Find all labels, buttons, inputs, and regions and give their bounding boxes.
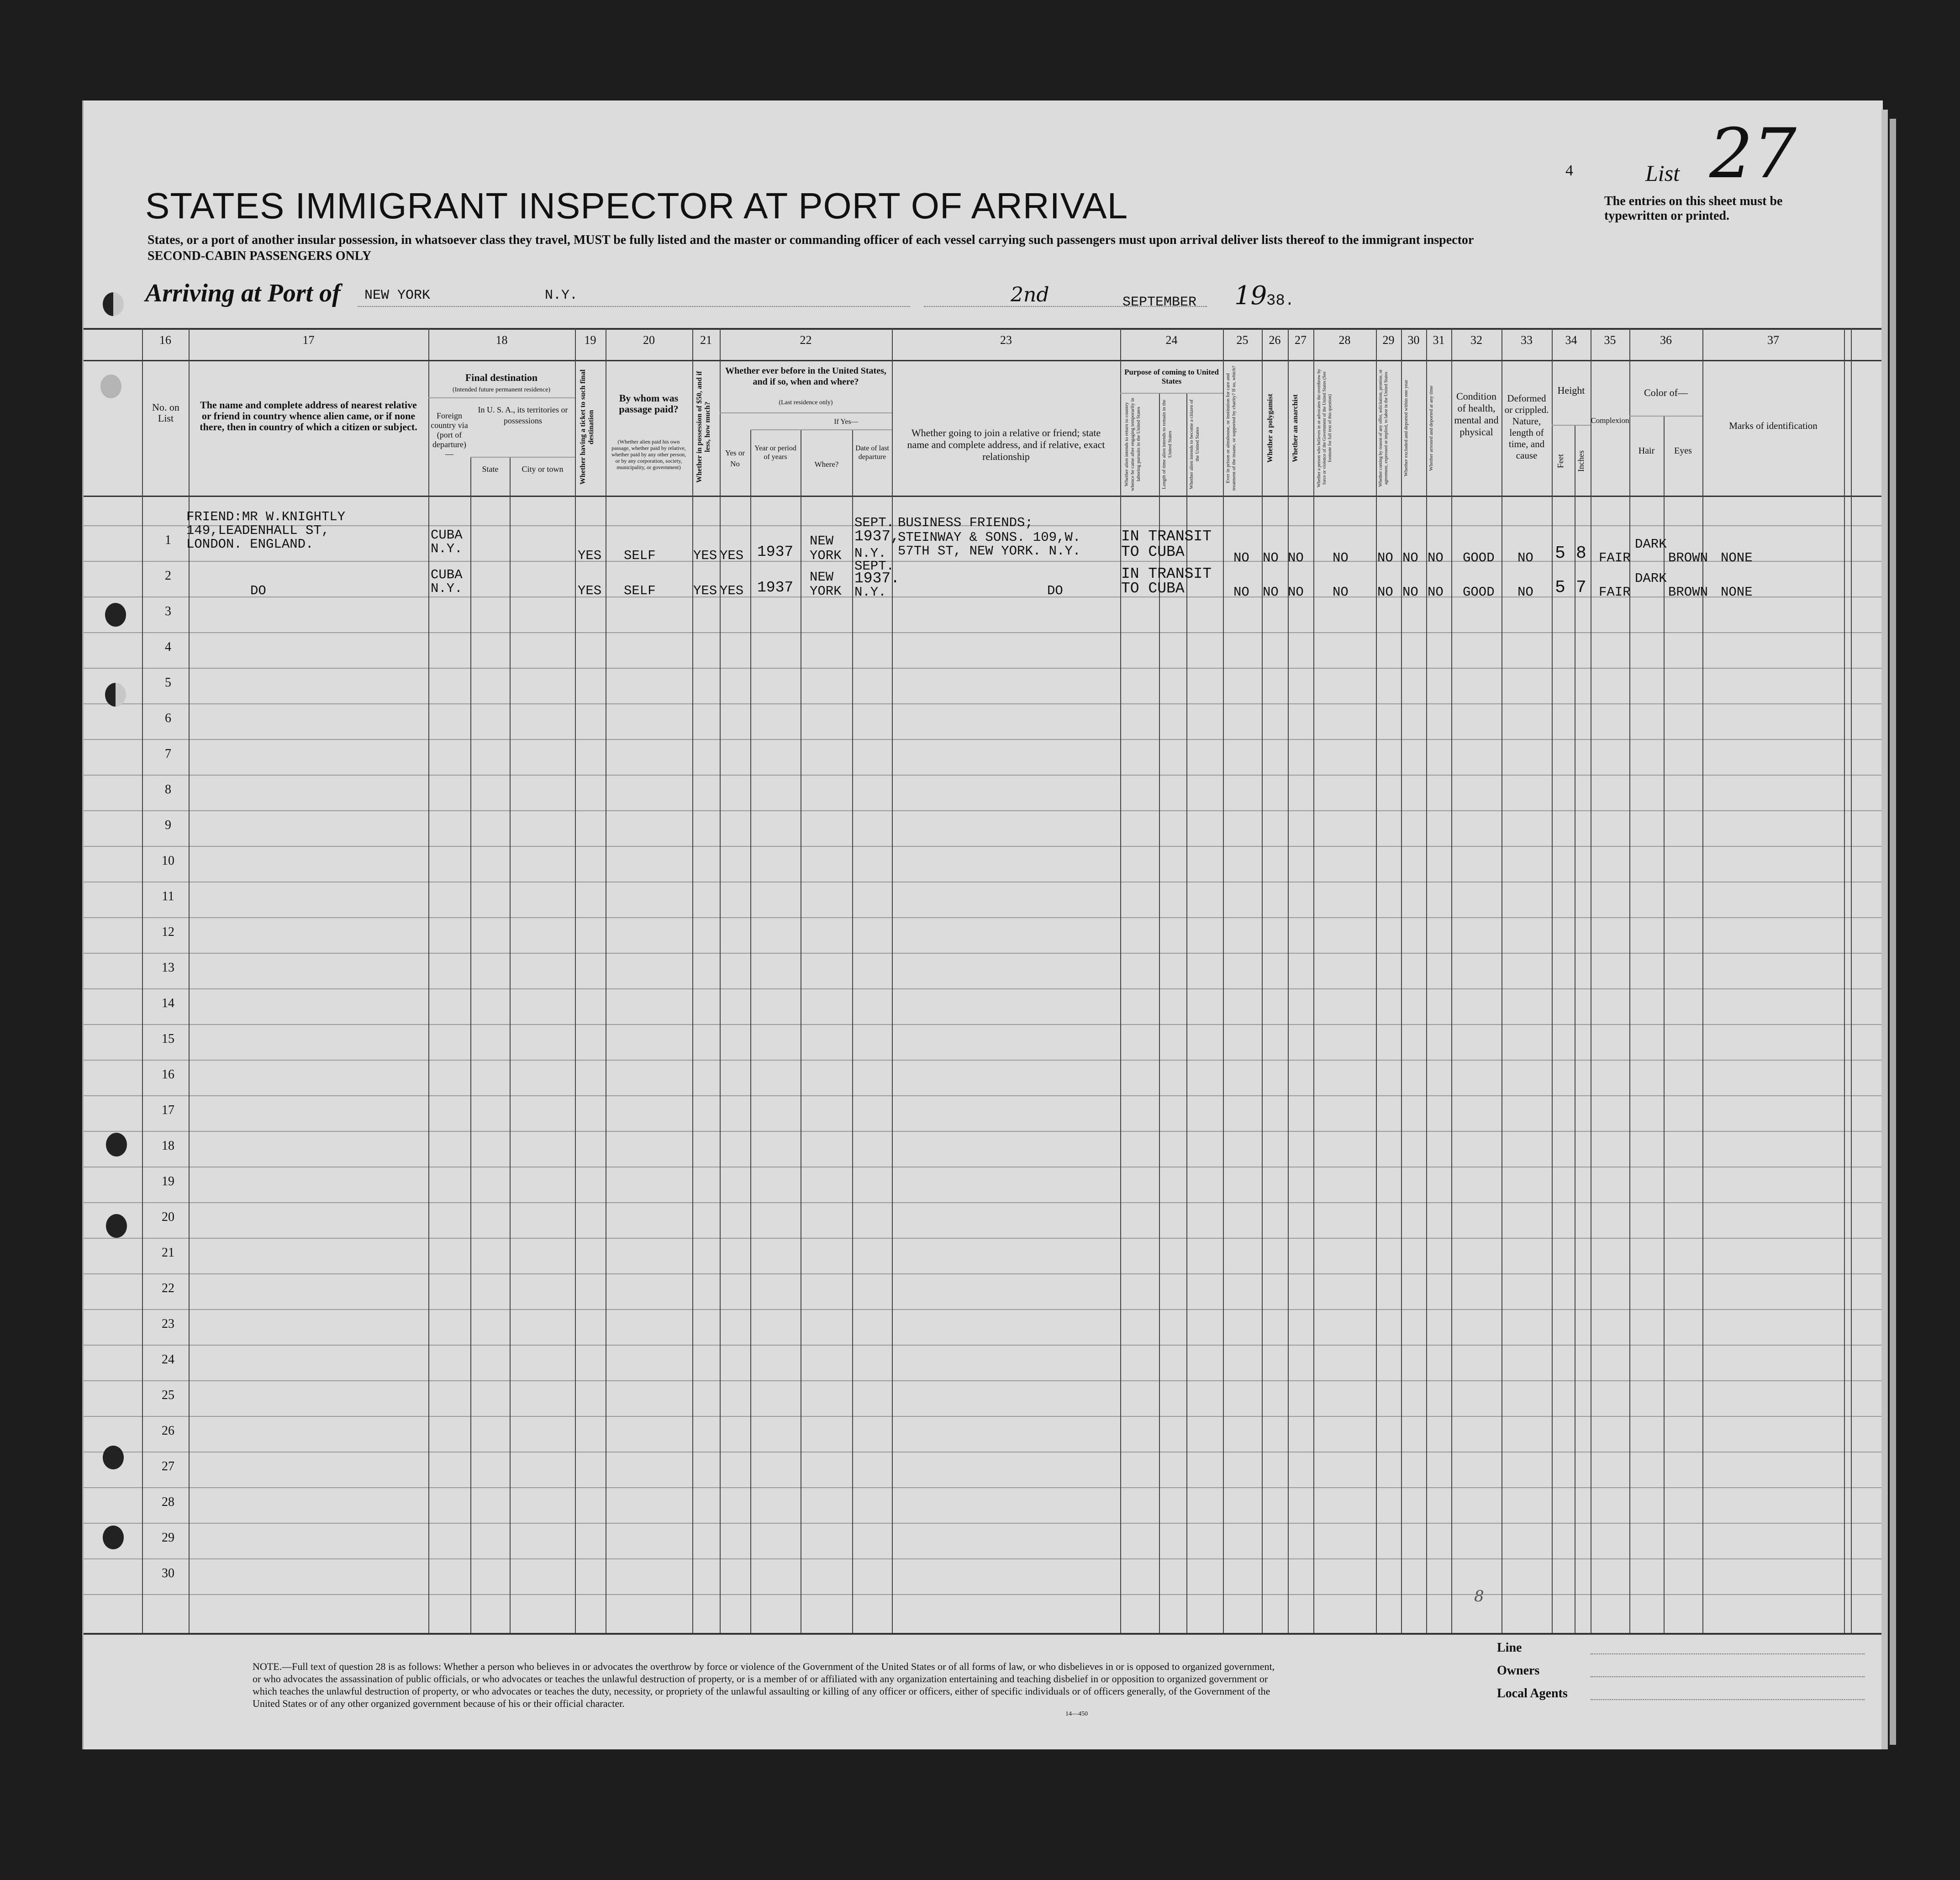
col-27-number: 27 xyxy=(1295,333,1307,347)
polygamist-value: NO xyxy=(1263,550,1279,565)
paid-by-value: SELF xyxy=(624,548,656,563)
height-inches: 8 xyxy=(1576,544,1586,563)
punch-hole xyxy=(106,1214,127,1238)
arrival-day: 2nd xyxy=(1011,283,1049,306)
row-number: 10 xyxy=(162,854,174,868)
col-31-number: 31 xyxy=(1433,333,1445,347)
departure-date: 1937. xyxy=(854,570,900,587)
col-18-usa-label: In U. S. A., its territories or possessions xyxy=(478,405,568,425)
row-number: 4 xyxy=(165,640,171,654)
owners-field xyxy=(1591,1676,1865,1677)
col-23-number: 23 xyxy=(1000,333,1012,347)
join-relation: BUSINESS FRIENDS; xyxy=(898,515,1033,530)
row-number: 20 xyxy=(162,1210,174,1224)
row-number: 12 xyxy=(162,925,174,939)
col-24-number: 24 xyxy=(1165,333,1178,347)
punch-hole xyxy=(103,1446,124,1469)
list-number: 27 xyxy=(1709,114,1797,194)
foreign-country: CUBA xyxy=(431,528,463,543)
punch-hole xyxy=(103,1526,124,1549)
punch-hole xyxy=(103,292,124,316)
anarchist-value: NO xyxy=(1288,585,1304,600)
col-27-label: Whether an anarchist xyxy=(1291,394,1299,462)
row-number: 29 xyxy=(162,1531,174,1545)
arriving-label: Arriving at Port of xyxy=(145,279,341,307)
row-number: 28 xyxy=(162,1495,174,1509)
owners-label: Owners xyxy=(1497,1663,1540,1678)
col-28-label: Whether a person who believes in or advocates the overthrow by force or violence of the Government of the United States (See footnote for full text of this question) xyxy=(1317,369,1333,488)
port-name: NEW YORK xyxy=(364,288,431,303)
row-number: 30 xyxy=(162,1566,174,1580)
instructions-line: States, or a port of another insular possession, in whatsoever class they travel, MUST be fully listed and the master or commanding officer of each vessel carrying such passengers must upon arrival deliver lists thereof to the immigrant inspector xyxy=(148,233,1474,247)
prison-value: NO xyxy=(1233,585,1249,600)
labor-value: NO xyxy=(1377,585,1393,600)
purpose-value: TO CUBA xyxy=(1121,580,1185,597)
col-16-label: No. on List xyxy=(152,401,179,424)
col-23-label: Whether going to join a relative or friend; state name and complete address, and if relative, exact relationship xyxy=(907,427,1105,462)
col-28-number: 28 xyxy=(1338,333,1351,347)
paid-by-value: SELF xyxy=(624,583,656,598)
where-value: NEW xyxy=(810,570,834,585)
arrested-value: NO xyxy=(1428,585,1444,600)
col-32-number: 32 xyxy=(1470,333,1482,347)
page-edge xyxy=(1890,119,1896,1745)
departure-date: 1937, xyxy=(854,528,900,545)
row-number: 16 xyxy=(162,1067,174,1082)
col-36-eyes-label: Eyes xyxy=(1674,446,1692,456)
relative-name: DO xyxy=(250,583,266,598)
row-number: 5 xyxy=(165,676,171,690)
hair-value: DARK xyxy=(1635,571,1667,586)
row-number: 19 xyxy=(162,1174,174,1188)
before-value: YES xyxy=(720,548,744,563)
col-32-label: Condition of health, mental and physical xyxy=(1454,391,1499,438)
where-value: YORK xyxy=(810,584,842,599)
col-34-number: 34 xyxy=(1565,333,1577,347)
departure-date: SEPT. xyxy=(854,559,895,574)
col-17-number: 17 xyxy=(302,333,315,347)
col-18-sublabel: (Intended future permanent residence) xyxy=(452,386,551,393)
local-agents-label: Local Agents xyxy=(1497,1686,1568,1700)
purpose-value: TO CUBA xyxy=(1121,544,1185,560)
departure-port: N.Y. xyxy=(431,581,463,596)
class-line: SECOND-CABIN PASSENGERS ONLY xyxy=(148,249,372,263)
row-number: 23 xyxy=(162,1317,174,1331)
form-number: 14—450 xyxy=(1065,1711,1088,1717)
arrival-year-prefix: 19 xyxy=(1234,281,1267,311)
year-value: 1937 xyxy=(757,579,794,596)
col-21-label: Whether in possession of $50, and if less, how much? xyxy=(695,371,711,483)
relative-city: LONDON. ENGLAND. xyxy=(186,537,314,552)
col-24b-label: Length of time alien intends to remain in the United States xyxy=(1161,399,1173,489)
arrival-month: SEPTEMBER xyxy=(1122,295,1197,310)
col-22-year-label: Year or period of years xyxy=(754,444,796,461)
purpose-value: IN TRANSIT xyxy=(1121,528,1212,545)
punch-hole xyxy=(105,603,126,627)
money-value: YES xyxy=(693,583,717,598)
row-number: 11 xyxy=(162,889,174,903)
col-20-label: By whom was passage paid? xyxy=(619,392,679,415)
col-31-label: Whether arrested and deported at any time xyxy=(1428,386,1434,471)
overthrow-value: NO xyxy=(1333,550,1349,565)
port-state: N.Y. xyxy=(545,288,578,303)
col-22-ifyes: If Yes— xyxy=(834,418,859,426)
col-20-number: 20 xyxy=(643,333,655,347)
row-number: 17 xyxy=(162,1103,174,1117)
col-30-label: Whether excluded and deported within one year xyxy=(1403,380,1409,477)
row-number: 2 xyxy=(165,569,171,583)
col-26-number: 26 xyxy=(1269,333,1281,347)
relative-street: 149,LEADENHALL ST, xyxy=(186,523,330,538)
marks-value: NONE xyxy=(1721,585,1753,600)
labor-value: NO xyxy=(1377,550,1393,565)
punch-hole xyxy=(100,375,121,398)
list-label: List xyxy=(1645,160,1680,186)
departure-date: N.Y. xyxy=(854,585,886,600)
col-35-label: Complexion xyxy=(1591,416,1629,425)
row-number: 6 xyxy=(165,711,171,725)
punch-hole xyxy=(105,683,126,707)
col-22-number: 22 xyxy=(800,333,812,347)
col-24c-label: Whether alien intends to become a citizen of the United States xyxy=(1189,399,1200,489)
row-number: 15 xyxy=(162,1032,174,1046)
table-bottom-rule xyxy=(84,1633,1883,1635)
complexion-value: FAIR xyxy=(1599,585,1631,600)
arrival-year-suffix: 38. xyxy=(1266,292,1295,310)
eyes-value: BROWN xyxy=(1668,585,1708,600)
entries-note: The entries on this sheet must be typewritten or printed. xyxy=(1604,194,1783,223)
page-edge xyxy=(1881,110,1888,1749)
row-number: 14 xyxy=(162,996,174,1010)
col-22-yesno: Yes or No xyxy=(725,449,745,468)
row-number: 8 xyxy=(165,782,171,797)
foreign-country: CUBA xyxy=(431,567,463,582)
col-33-label: Deformed or crippled. Nature, length of time, and cause xyxy=(1504,393,1549,461)
col-34-label: Height xyxy=(1557,385,1585,396)
row-number: 9 xyxy=(165,818,171,832)
col-33-number: 33 xyxy=(1521,333,1533,347)
departure-date: SEPT. xyxy=(854,515,895,530)
line-label: Line xyxy=(1497,1641,1522,1655)
overthrow-value: NO xyxy=(1333,585,1349,600)
eyes-value: BROWN xyxy=(1668,550,1708,565)
row-number: 21 xyxy=(162,1246,174,1260)
money-value: YES xyxy=(693,548,717,563)
col-35-number: 35 xyxy=(1604,333,1616,347)
complexion-value: FAIR xyxy=(1599,550,1631,565)
deformed-value: NO xyxy=(1517,550,1533,565)
col-22-date-label: Date of last departure xyxy=(855,444,889,461)
local-agents-field xyxy=(1591,1699,1865,1700)
departure-date: N.Y. xyxy=(854,546,886,561)
row-number: 26 xyxy=(162,1424,174,1438)
join-address: STEINWAY & SONS. 109,W. xyxy=(898,530,1081,545)
row-number: 24 xyxy=(162,1352,174,1367)
col-29-number: 29 xyxy=(1382,333,1395,347)
col-25-number: 25 xyxy=(1236,333,1249,347)
punch-hole xyxy=(106,1133,127,1157)
anarchist-value: NO xyxy=(1288,550,1304,565)
col-17-label: The name and complete address of nearest relative or friend in country whence alien came, or if none there, then in country of which a citizen or subject. xyxy=(200,399,417,433)
col-18-label: Final destination xyxy=(465,372,538,383)
column-number-rule xyxy=(84,360,1883,361)
col-24a-label: Whether alien intends to return to country whence he came after engaging temporarily in laboring pursuits in the United States xyxy=(1124,397,1141,491)
row-number: 7 xyxy=(165,747,171,761)
join-relation: DO xyxy=(1047,583,1063,598)
ticket-value: YES xyxy=(578,583,602,598)
page-title: STATES IMMIGRANT INSPECTOR AT PORT OF ARRIVAL xyxy=(145,185,1128,226)
col-25-label: Ever in prison or almshouse, or institution for care and treatment of the insane, or supported by charity? If so, which? xyxy=(1225,365,1237,491)
col-36-number: 36 xyxy=(1660,333,1672,347)
purpose-value: IN TRANSIT xyxy=(1121,565,1212,582)
manifest-sheet xyxy=(82,100,1883,1749)
row-number: 18 xyxy=(162,1139,174,1153)
row-number: 3 xyxy=(165,604,171,618)
hair-value: DARK xyxy=(1635,537,1667,552)
col-29-label: Whether coming by reason of any offer, solicitation, promise, or agreement, expressed or implied, to labor in the United States xyxy=(1378,369,1389,487)
health-value: GOOD xyxy=(1463,550,1495,565)
row-number: 1 xyxy=(165,533,171,547)
col-37-label: Marks of identification xyxy=(1729,420,1818,431)
where-value: YORK xyxy=(810,548,842,563)
stray-pencil-mark: 8 xyxy=(1474,1587,1484,1605)
health-value: GOOD xyxy=(1463,585,1495,600)
col-18-city-label: City or town xyxy=(522,465,564,474)
marks-value: NONE xyxy=(1721,550,1753,565)
col-36-label: Color of— xyxy=(1644,387,1688,398)
col-22-label: Whether ever before in the United States, and if so, when and where? xyxy=(725,366,886,387)
col-20-sublabel: (Whether alien paid his own passage, whether paid by relative, whether paid by any other person, or by any corporation, society, municipality, or government) xyxy=(611,438,686,470)
before-value: YES xyxy=(720,583,744,598)
col-34-feet-label: Feet xyxy=(1556,454,1565,469)
year-value: 1937 xyxy=(757,544,794,560)
height-inches: 7 xyxy=(1576,578,1586,597)
col-24-label: Purpose of coming to United States xyxy=(1124,368,1219,386)
col-26-label: Whether a polygamist xyxy=(1266,394,1274,463)
ticket-value: YES xyxy=(578,548,602,563)
col-19-number: 19 xyxy=(584,333,596,347)
page-marker: 4 xyxy=(1565,162,1573,179)
prison-value: NO xyxy=(1233,550,1249,565)
col-18-state-label: State xyxy=(482,465,499,474)
col-22-sublabel: (Last residence only) xyxy=(779,399,833,406)
col-37-number: 37 xyxy=(1767,333,1779,347)
polygamist-value: NO xyxy=(1263,585,1279,600)
col-19-label: Whether having a ticket to such final destination xyxy=(579,369,595,485)
col-34-inches-label: Inches xyxy=(1576,450,1586,472)
departure-port: N.Y. xyxy=(431,541,463,556)
col-36-hair-label: Hair xyxy=(1638,446,1655,456)
join-address: 57TH ST, NEW YORK. N.Y. xyxy=(898,544,1081,559)
excluded-value: NO xyxy=(1402,585,1418,600)
col-30-number: 30 xyxy=(1407,333,1420,347)
header-bottom-rule xyxy=(84,496,1883,497)
col-18-number: 18 xyxy=(495,333,508,347)
arrested-value: NO xyxy=(1428,550,1444,565)
deformed-value: NO xyxy=(1517,585,1533,600)
height-feet: 5 xyxy=(1555,578,1565,597)
col-22-where-label: Where? xyxy=(814,460,839,469)
where-value: NEW xyxy=(810,533,834,549)
col-18-foreign-label: Foreign country via (port of departure)— xyxy=(431,411,468,459)
height-feet: 5 xyxy=(1555,544,1565,563)
relative-name: FRIEND:MR W.KNIGHTLY xyxy=(186,509,346,524)
port-dotted-line xyxy=(358,306,910,307)
table-top-rule xyxy=(84,328,1883,330)
col-21-number: 21 xyxy=(700,333,712,347)
footnote: NOTE.—Full text of question 28 is as follows: Whether a person who believes in or advocates the overthrow by force or violence of the Government of the United States or of all forms of law, or who disbelieves in or is opposed to organized government, or who advocates the assassination of public officials, or who advocates or teaches the unlawful destruction of property, or is a member of or affiliated with any organization entertaining and teaching disbelief in or opposition to organized government or which teaches the unlawful destruction of property, or who advocates or teaches the duty, necessity, or propriety of the unlawful assaulting or killing of any officer or officers, either of specific individuals or of officers generally, of the Government of the United States or of any other organized government because of his or their official character. xyxy=(253,1661,1275,1709)
col-16-number: 16 xyxy=(159,333,171,347)
row-number: 25 xyxy=(162,1388,174,1402)
excluded-value: NO xyxy=(1402,550,1418,565)
row-number: 27 xyxy=(162,1459,174,1473)
row-number: 22 xyxy=(162,1281,174,1295)
line-field xyxy=(1591,1653,1865,1654)
row-number: 13 xyxy=(162,961,174,975)
